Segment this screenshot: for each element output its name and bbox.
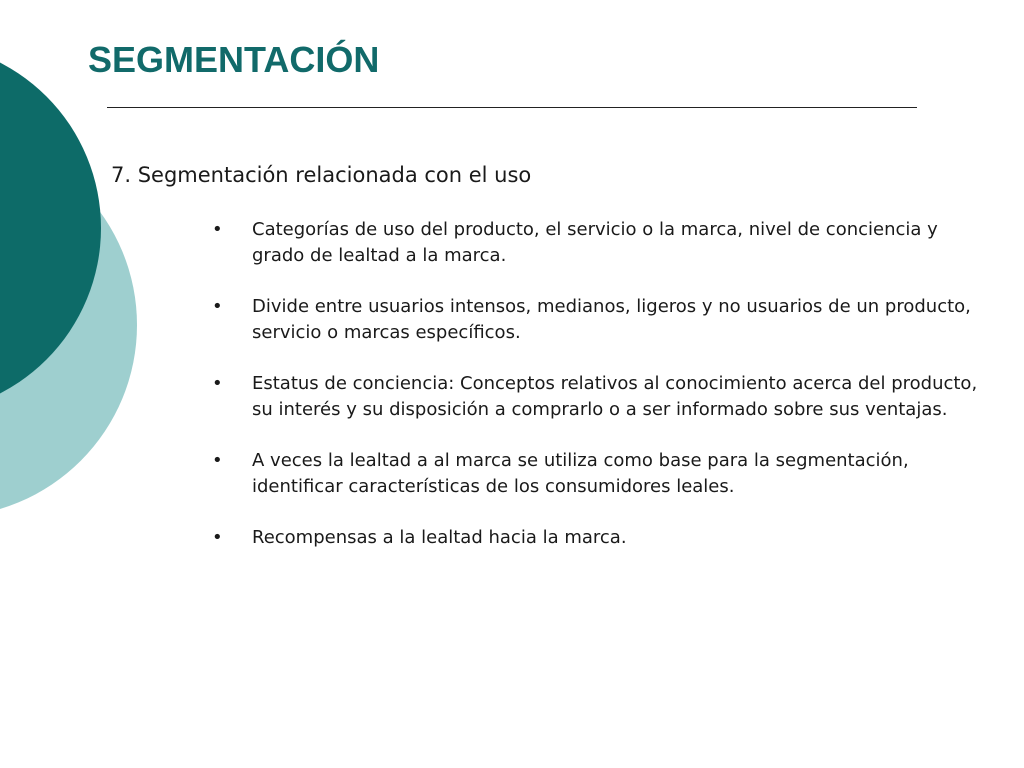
bullet-text: A veces la lealtad a al marca se utiliza como base para la segmentación, identificar características de los consumidores leales. xyxy=(252,450,909,497)
bullet-item xyxy=(212,371,982,422)
bullet-item xyxy=(212,217,982,268)
bullet-marker: • xyxy=(212,373,223,394)
bullet-item xyxy=(212,525,982,551)
bullet-text: Recompensas a la lealtad hacia la marca. xyxy=(252,527,627,548)
bullet-item xyxy=(212,294,982,345)
bullet-text: Categorías de uso del producto, el servicio o la marca, nivel de conciencia y grado de lealtad a la marca. xyxy=(252,219,938,266)
bullet-marker: • xyxy=(212,450,223,471)
section-subheading: 7. Segmentación relacionada con el uso xyxy=(111,163,532,187)
slide-title: SEGMENTACIÓN xyxy=(88,39,380,80)
bullet-text: Divide entre usuarios intensos, medianos, ligeros y no usuarios de un producto, servicio o marcas específicos. xyxy=(252,296,971,343)
bullet-marker: • xyxy=(212,296,223,317)
bullet-item xyxy=(212,448,982,499)
title-divider xyxy=(107,107,917,108)
bullet-marker: • xyxy=(212,527,223,548)
bullet-marker: • xyxy=(212,219,223,240)
bullet-list xyxy=(212,217,982,577)
bullet-text: Estatus de conciencia: Conceptos relativos al conocimiento acerca del producto, su interés y su disposición a comprarlo o a ser informado sobre sus ventajas. xyxy=(252,373,978,420)
